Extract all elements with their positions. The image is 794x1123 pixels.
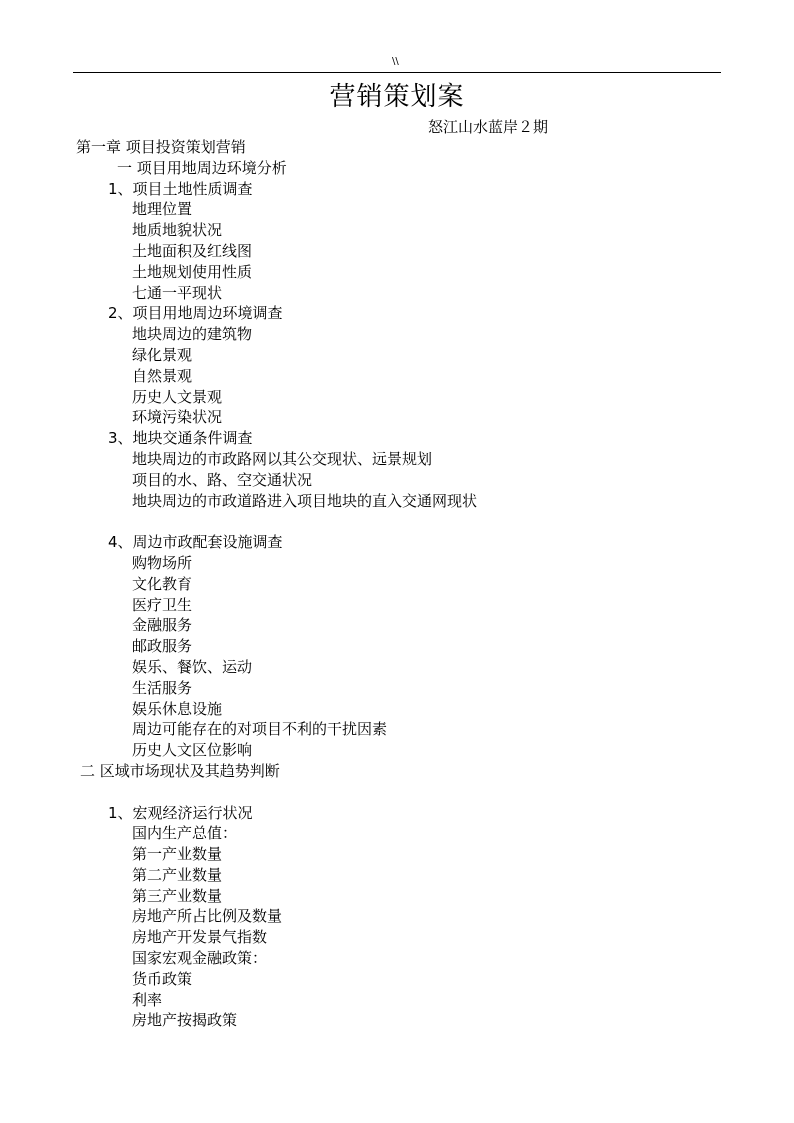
subsection-heading: 1、宏观经济运行状况 <box>108 803 253 822</box>
document-subtitle: 怒江山水蓝岸２期 <box>428 118 549 136</box>
outline-item: 医疗卫生 <box>132 595 193 614</box>
outline-item: 房地产按揭政策 <box>132 1011 238 1030</box>
outline-item: 环境污染状况 <box>132 408 223 427</box>
outline-item: 娱乐休息设施 <box>132 699 223 718</box>
outline-item: 第三产业数量 <box>132 886 223 905</box>
document-title: 营销策划案 <box>329 82 465 112</box>
outline-item: 房地产所占比例及数量 <box>132 907 283 926</box>
section-heading: 二 区域市场现状及其趋势判断 <box>80 761 280 780</box>
outline-item: 地理位置 <box>132 200 193 219</box>
outline-item: 第二产业数量 <box>132 865 223 884</box>
outline-item: 第一产业数量 <box>132 845 223 864</box>
subsection-heading: 3、地块交通条件调查 <box>108 429 253 448</box>
outline-item: 国家宏观金融政策： <box>132 949 268 968</box>
subsection-heading: 2、项目用地周边环境调查 <box>108 304 283 323</box>
outline-item: 地块周边的建筑物 <box>132 325 253 344</box>
outline-item: 土地规划使用性质 <box>132 262 253 281</box>
blank-line <box>0 511 794 532</box>
outline-item: 七通一平现状 <box>132 283 223 302</box>
outline-item: 土地面积及红线图 <box>132 241 253 260</box>
outline-item: 地块周边的市政路网以其公交现状、远景规划 <box>132 449 433 468</box>
subsection-heading: 4、周边市政配套设施调查 <box>108 533 283 552</box>
header-mark: \\ <box>392 56 399 67</box>
chapter-heading: 第一章 项目投资策划营销 <box>76 138 246 156</box>
outline-item: 历史人文景观 <box>132 387 223 406</box>
outline-item: 房地产开发景气指数 <box>132 928 268 947</box>
outline-item: 项目的水、路、空交通状况 <box>132 470 313 489</box>
outline-item: 生活服务 <box>132 678 193 697</box>
outline-item: 娱乐、餐饮、运动 <box>132 657 253 676</box>
outline-item: 购物场所 <box>132 553 193 572</box>
outline-item: 地质地貌状况 <box>132 221 223 240</box>
header-rule <box>73 72 721 73</box>
outline-item: 利率 <box>132 990 163 1009</box>
outline-item: 地块周边的市政道路进入项目地块的直入交通网现状 <box>132 491 478 510</box>
blank-line <box>0 782 794 803</box>
outline-item: 文化教育 <box>132 574 193 593</box>
outline-item: 绿化景观 <box>132 345 193 364</box>
outline-item: 邮政服务 <box>132 637 193 656</box>
subsection-heading: 1、项目土地性质调查 <box>108 179 253 198</box>
outline-item: 国内生产总值： <box>132 824 238 843</box>
outline-item: 周边可能存在的对项目不利的干扰因素 <box>132 720 388 739</box>
outline-item: 自然景观 <box>132 366 193 385</box>
outline-item: 金融服务 <box>132 616 193 635</box>
outline-item: 历史人文区位影响 <box>132 741 253 760</box>
outline-item: 货币政策 <box>132 969 193 988</box>
section-heading: 一 项目用地周边环境分析 <box>117 158 287 177</box>
outline-list <box>0 137 794 1031</box>
